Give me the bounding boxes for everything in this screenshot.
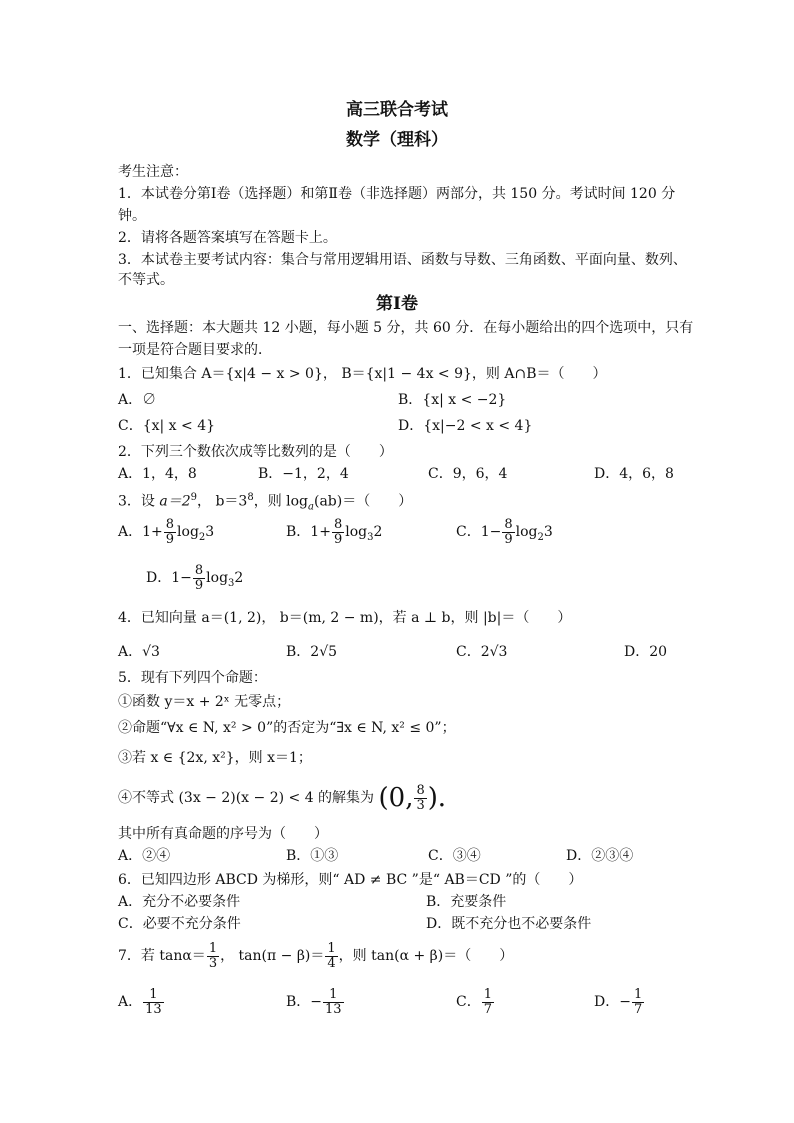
question-7-option-c: C． $\frac{1}{7}$	[456, 986, 492, 1017]
question-2-stem: 2．下列三个数依次成等比数列的是（ ）	[118, 444, 393, 460]
question-3-stem: 3．设 $a=2^9$， $b=3^8$，则 $\log_a(ab)=$（ ）	[118, 492, 413, 513]
question-6-option-b: B．充要条件	[426, 894, 507, 910]
notice-item-3: 3．本试卷主要考试内容：集合与常用逻辑用语、函数与导数、三角函数、平面向量、数列、	[118, 252, 687, 268]
exam-title: 高三联合考试	[346, 100, 448, 120]
question-2-option-c: C．9，6，4	[428, 466, 508, 482]
question-2-option-d: D．4，6，8	[594, 466, 674, 482]
question-5-option-a: A．②④	[118, 848, 171, 864]
question-2-option-a: A．1，4，8	[118, 466, 197, 482]
question-1-option-c: C．{x| x < 4}	[118, 418, 216, 434]
question-6-stem: 6．已知四边形 ABCD 为梯形，则“ AD ≠ BC ”是“ AB＝CD ”的（ ）	[118, 872, 583, 888]
question-1-stem: 1．已知集合 A＝{x|4 − x > 0}， B＝{x|1 − 4x < 9}，则 A∩B＝（ ）	[118, 366, 607, 382]
notice-item-1-cont: 钟。	[118, 208, 146, 224]
question-7-option-d: D．− $\frac{1}{7}$	[594, 986, 643, 1017]
question-3-option-d: D．1− $\frac{8}{9}$ $\log_32$	[146, 562, 244, 593]
question-6-option-a: A．充分不必要条件	[118, 894, 241, 910]
part-instruction: 一、选择题：本大题共 12 小题，每小题 5 分，共 60 分．在每小题给出的四个选项中，只有	[118, 320, 694, 336]
exam-subtitle: 数学（理科）	[346, 130, 448, 150]
question-5-option-d: D．②③④	[566, 848, 634, 864]
question-5-proposition-2: ②命题“∀x ∈ N, x² > 0”的否定为“∃x ∈ N, x² ≤ 0”；	[118, 720, 456, 736]
part-instruction-cont: 一项是符合题目要求的．	[118, 342, 272, 358]
question-5-proposition-3: ③若 x ∈ {2x, x²}，则 x＝1；	[118, 750, 312, 766]
question-7-stem: 7．若 tanα＝ $\frac{1}{3}$ ， tan(π − β)＝ $\frac{1}{4}$ ，则 tan(α + β)＝（ ）	[118, 940, 514, 971]
section-heading: 第Ⅰ卷	[376, 294, 418, 314]
question-5-stem: 5．现有下列四个命题：	[118, 670, 267, 686]
question-5-option-b: B．①③	[286, 848, 339, 864]
question-4-option-b: B．2√5	[286, 644, 338, 660]
question-1-option-b: B．{x| x < −2}	[398, 392, 507, 408]
question-1-option-d: D．{x|−2 < x < 4}	[398, 418, 533, 434]
notice-item-1: 1．本试卷分第Ⅰ卷（选择题）和第Ⅱ卷（非选择题）两部分，共 150 分。考试时间 120 分	[118, 186, 676, 202]
question-3-option-a: A．1+ $\frac{8}{9}$ $\log_23$	[118, 516, 215, 547]
notice-item-2: 2．请将各题答案填写在答题卡上。	[118, 230, 337, 246]
question-5-proposition-4: ④不等式 (3x − 2)(x − 2) < 4 的解集为 (0, $\frac{8}{3}$ )．	[118, 782, 464, 813]
question-1-option-a: A．∅	[118, 392, 157, 408]
notice-item-3-cont: 不等式。	[118, 272, 174, 288]
question-5-proposition-1: ①函数 y＝x + 2ˣ 无零点；	[118, 694, 291, 710]
question-5-option-c: C．③④	[428, 848, 481, 864]
question-4-option-a: A．√3	[118, 644, 160, 660]
question-4-option-c: C．2√3	[456, 644, 508, 660]
question-6-option-c: C．必要不充分条件	[118, 916, 241, 932]
question-5-ask: 其中所有真命题的序号为（ ）	[118, 826, 328, 842]
question-7-option-b: B．− $\frac{1}{13}$	[286, 986, 342, 1017]
question-2-option-b: B．−1，2，4	[258, 466, 349, 482]
question-3-option-b: B．1+ $\frac{8}{9}$ $\log_32$	[286, 516, 383, 547]
notice-heading: 考生注意：	[118, 164, 188, 180]
question-6-option-d: D．既不充分也不必要条件	[426, 916, 592, 932]
question-7-option-a: A． $\frac{1}{13}$	[118, 986, 162, 1017]
question-3-option-c: C．1− $\frac{8}{9}$ $\log_23$	[456, 516, 553, 547]
question-4-option-d: D．20	[624, 644, 668, 660]
question-4-stem: 4．已知向量 a＝(1, 2)， b＝(m, 2 − m)，若 a ⊥ b，则 |b|＝（ ）	[118, 610, 572, 626]
